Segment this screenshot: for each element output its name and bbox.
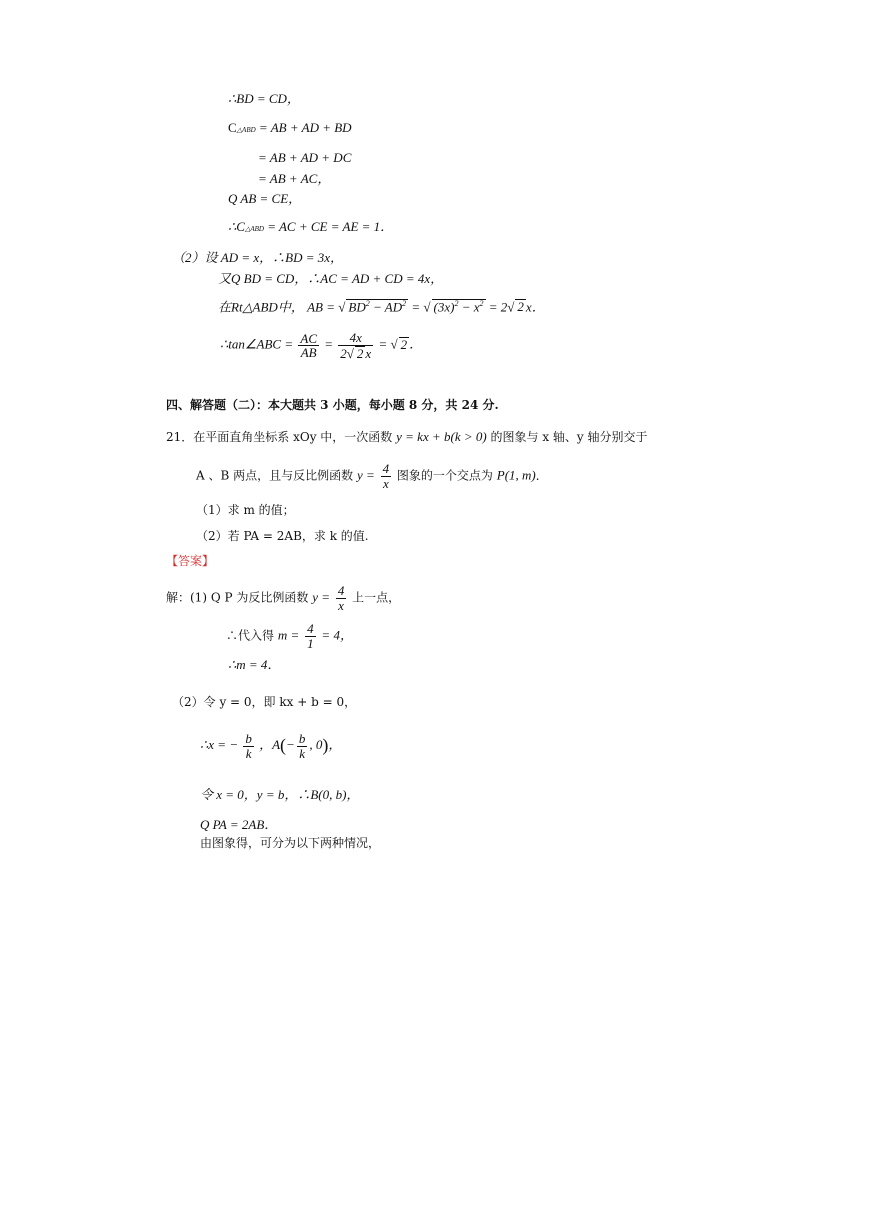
line-set-ad: （2）设 AD = x，∴BD = 3x， [172, 250, 343, 265]
line-perimeter-step3: = AB + AC， [258, 171, 331, 186]
sol-line7: Q PA = 2AB． [200, 817, 278, 832]
sol-line8: 由图象得，可分为以下两种情况， [200, 836, 381, 850]
q21-part1: （1）求 m 的值； [196, 503, 295, 517]
line-ab-eq-ce: Q AB = CE， [228, 191, 302, 206]
sol-line6: 令 x = 0，y = b，∴B(0, b)， [200, 787, 360, 802]
fraction-b-over-k-point: $\frac{b}{k}$ [298, 731, 306, 761]
sol-line1: 解：(1) Q P 为反比例函数 y = $\frac{4}{x}$ 上一点， [166, 583, 401, 613]
sol-line2: ∴代入得 m = $\frac{4}{1}$ = 4， [226, 621, 353, 651]
sqrt-3x-x: $(3x)^2 - x^2$ [433, 299, 484, 315]
fraction-ac-ab: $\frac{AC}{AB}$ [300, 330, 317, 361]
fraction-4-over-x: $\frac{4}{x}$ [382, 461, 390, 491]
sol-line5: ∴x = − $\frac{b}{k}$ ，A(− $\frac{b}{k}$ , 0)， [200, 731, 342, 761]
line-bd-eq-cd: ∴BD = CD， [228, 91, 300, 106]
line-ac-eq: 又Q BD = CD，∴AC = AD + CD = 4x， [218, 271, 444, 286]
sol-line3: ∴m = 4． [228, 657, 281, 672]
fraction-b-over-k: $\frac{b}{k}$ [245, 731, 252, 761]
sqrt-bd-ad: $BD^2 - AD^2$ [348, 299, 407, 315]
fraction-4-over-1: $\frac{4}{1}$ [307, 621, 314, 651]
q21-line2: A 、B 两点，且与反比例函数 y = $\frac{4}{x}$ 图象的一个交点为 P(1, m)． [196, 461, 548, 491]
fraction-4x: $\frac{4x}{2√ 2 x}$ [340, 330, 372, 361]
line-perimeter-result: ∴C△ABD = AC + CE = AE = 1． [228, 219, 394, 234]
section-heading: 四、解答题（二）：本大题共 3 小题，每小题 8 分，共 24 分. [166, 398, 499, 412]
line-perimeter-step2: = AB + AD + DC [258, 150, 352, 165]
q21-line1: 21．在平面直角坐标系 xOy 中，一次函数 y = kx + b(k > 0) 的图象与 x 轴、y 轴分别交于 [166, 429, 648, 444]
answer-label: 【答案】 [166, 554, 215, 568]
sol-line4: （2）令 y = 0，即 kx + b = 0， [172, 695, 357, 709]
line-perimeter-def: C△ABD = AB + AD + BD [228, 120, 352, 135]
line-ab-pythagoras: 在Rt△ABD中， AB = √ $BD^2 - AD^2$ = √ $(3x)^2 - x^2 = 2√$ 2 x． [218, 299, 545, 315]
fraction-4-over-x-sol: $\frac{4}{x}$ [337, 583, 345, 613]
line-tan-abc: ∴tan∠ABC = $\frac{AC}{AB}$ = $\frac{4x}{2√ 2 x}$ = √ 2 ． [220, 330, 423, 361]
q21-part2: （2）若 PA = 2AB，求 k 的值. [196, 529, 369, 543]
